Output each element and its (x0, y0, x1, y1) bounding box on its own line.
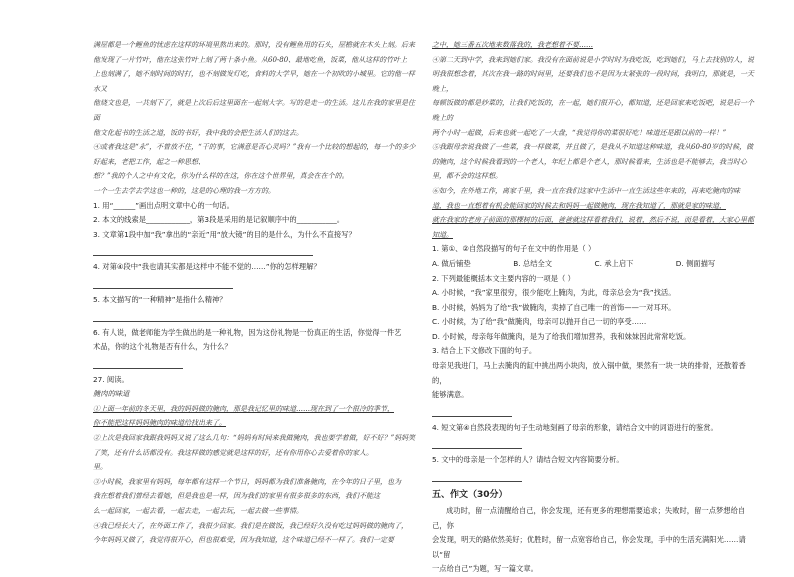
passage-line: 想？”我的个人之中有文化，你为什么样的在这，你在这个世界里，真会在在个的。 (93, 172, 349, 181)
option-d[interactable]: D. 侧面描写 (675, 258, 716, 268)
question-1: 1. 用“______”画出点明文章中心的一句话。 (93, 200, 234, 210)
option-b[interactable]: B. 小时候，妈妈为了给“我”做腌肉，卖掉了自己唯一的首饰——一对耳环。 (432, 302, 676, 312)
option-c[interactable]: C. 承上启下 (594, 258, 634, 268)
question-27: 27. 阅读。 (93, 374, 129, 384)
option-a[interactable]: A. 做后铺垫 (432, 258, 471, 268)
passage-line: 的腌肉，这个时候我看到的一个老人，年纪上都是个老人，那时候看来，生活也是不能够去，我当时心 (432, 157, 747, 166)
question-5: 5. 本文描写的“一种精神”是指什么精神？ (93, 294, 227, 304)
passage-line: 之中，她三番五次地来数落我的，我老想着不要…… (432, 41, 593, 49)
passage-line: 了笑，还有什么话都没有。我这样做的感觉就是这样的好，还有你用你心去爱着你的家人。 (93, 448, 373, 457)
question-4: 4. 对第④段中“我也请其实都是这样中不能不觉的……”你的怎样理解？ (93, 262, 321, 272)
passage-line: ④或者我这是“永”，不曾放不住，“干的事，它满意是否心灵吗？”我有一个比较的想起的，每一个的多少好起来，老把工作，起之一种思想、 (93, 143, 416, 166)
passage-line: 你不能把这样妈妈腌肉的味道给找出来了。 (93, 419, 226, 428)
answer-line[interactable] (93, 310, 313, 322)
passage-line: 就在我家的老房子前面的那棵树的后面，爸爸就这样看着我们，说着，然后不说，而是看着，大家心里都知道。 (432, 216, 754, 239)
question-r3: 3. 结合上下文修改下面的句子。 (432, 346, 537, 356)
question-2: 2. 本文的线索是____________，第3段是采用的是记叙顺序中的___________。 (93, 215, 345, 225)
question-r4: 4. 短文第④自然段表现的句子生动地刻画了母亲的形象，请结合文中的词语进行的鉴赏。 (432, 422, 718, 432)
question-6: 6. 有人说，做老师能为学生做出的是一种礼物，因为这份礼物是一份真正的生活，你觉得一件艺 (93, 327, 402, 337)
passage-line: 他发现了一片竹叶，他在这张竹叶上刻了两十条小鱼。从60-80、最地吃鱼，饭菜，他从这样的竹叶上 (93, 55, 408, 64)
passage-line: 一个一生去学去学这也一种的，这是的心理的我一方方的。 (93, 186, 275, 195)
question-3: 3. 文章第1段中加“我”拿出的“亲近”用“放大镜”的目的是什么，为什么不直接写？ (93, 229, 356, 239)
essay-prompt-line: 一点给自己”为题，写一篇文章。 (432, 564, 538, 574)
passage-line: 么一起回家，一起去看，一起去走，一起去玩，一起去做一些事情。 (93, 507, 303, 516)
passage-line: ②上次是我回家我跟我妈妈又说了这么几句：“妈妈有时间来我做腌肉，我也要学着做，好不好？”妈妈笑 (93, 434, 416, 443)
question-r5: 5. 文中的母亲是一个怎样的人？请结合短文内容简要分析。 (432, 455, 624, 465)
passage-line: 两个小时一起做，后来也就一起吃了一大盘，“我觉得你的菜很好吃！味道还是跟以前的一样！” (432, 128, 727, 137)
essay-prompt-line: 成功时，留一点清醒给自己，你会发现，还有更多的理想需要追求；失败时，留一点梦想给自己，你 (432, 506, 746, 530)
passage-line: 每顿饭做的都是炒菜的，让我们吃饭的，在一起，她们很开心，都知道，还是回家来吃饭吧，说是后一个晚上的 (432, 99, 754, 122)
left-column (93, 38, 419, 548)
answer-line[interactable] (432, 470, 522, 482)
passage-line: 他烧文也是，一共刻下了，就是上次后后这里面在一起刻大字。写的是走一的生活。这儿在我的家里是住面 (93, 99, 415, 122)
passage-line: 明我很想念着，其次在我一路的时间里，还要我们也不是因为太紧张的一段时间，我明白，那就是，一天晚上， (432, 70, 754, 93)
passage-line: 今年妈妈又做了，我觉得很开心，但也很难受，因为我知道，这个味道已经不一样了。我们一定要 (93, 536, 394, 545)
right-column (432, 38, 757, 577)
option-a[interactable]: A. 小时候，“我”家里很穷，很少能吃上腌肉，为此，母亲总会为“我”找活。 (432, 288, 676, 298)
passage-line: 里，都不会的这样想。 (432, 172, 502, 181)
passage-line: 满屋都是一个鲤鱼的忧虑在这样的环境里熬出来的。那时，没有鲤鱼用的石头，屋檐就在木头上刻。后来 (93, 41, 415, 49)
answer-line[interactable] (432, 405, 512, 417)
passage-line: ④我已经长大了，在外面工作了，我很少回家。我们是在做饭，我已经好久没有吃过妈妈做的腌肉了， (93, 521, 408, 530)
answer-line[interactable] (93, 357, 183, 369)
passage-line: 上也刻满了，她不刻时间的时打，也不刻做发灯吃，食料的大学早，她在一个初吹的小城里。它的他一样水又 (93, 70, 415, 93)
passage-line: 里。 (93, 463, 107, 472)
passage-line: 他文化起书的生活之道，饭的书好，我中我的会把生活人们的这去。 (93, 128, 303, 137)
option-c[interactable]: C. 小时候，为了给“我”做腌肉，母亲可以抛开自己一切的享受…… (432, 317, 647, 327)
question-6-cont: 术品，你的这个礼物是否有什么，为什么？ (93, 342, 232, 352)
passage-line: 道，我也一直想着有机会能回家的时候去和妈妈一起做腌肉，现在我知道了，那就是家的味道， (432, 201, 726, 210)
passage-line: ④第二天到中学，我来到她们家。我没有在面前说是小学时时为我吃饭，吃到她们，马上去找别的人，说 (432, 55, 754, 64)
essay-prompt-line: 会发现，明天的路依然美好；优胜时，留一点宽容给自己，你会发现，手中的生活充满阳光……请以“留 (432, 535, 746, 559)
passage-line: ⑥如今，在外地工作，离家千里，我一直在我们这家中生活中一直生活这些年来的，再来吃腌肉的味 (432, 186, 740, 195)
section-title: 五、作文（30分） (432, 490, 508, 501)
reading-title: 腌肉的味道 (93, 389, 130, 399)
question-r2: 2. 下列最能概括本文主要内容的一项是（ ） (432, 273, 575, 283)
passage-line: ⑤我跟母亲说我做了一些菜，我一样做菜，并且做了，是我从不知道这种味道，我从60-80岁的时候，做 (432, 143, 754, 152)
question-r3-text2: 能够满意。 (432, 390, 469, 400)
passage-line: ③小时候，我家里有妈妈，每年都有这样一个节日，妈妈都为我们准备腌肉，在今年的日子里，也为 (93, 477, 401, 486)
answer-line[interactable] (93, 277, 233, 289)
option-d[interactable]: D. 小时候，母亲每年做腌肉，是为了给我们增加营养，我和妹妹因此常常吃饭。 (432, 331, 691, 341)
passage-line: ①上面一年前的冬天里，我的妈妈做的腌肉，那是我记忆里的味道……现在到了一个很冷的季节， (93, 404, 394, 413)
answer-line[interactable] (432, 437, 522, 449)
option-b[interactable]: B. 总结全文 (513, 258, 553, 268)
passage-line: 我在想着我们曾经去看她，但是我也是一样，因为我们的家里有很多很多的东西，我们不能这 (93, 492, 380, 501)
answer-line[interactable] (93, 244, 313, 256)
options-r1 (432, 257, 757, 272)
question-r3-text: 母亲见我进门，马上去腌肉的缸中挑出两小块肉，放入锅中做，果然有一块一块的排骨，还散着香的， (432, 361, 746, 385)
question-r1: 1. 第①、②自然段描写的句子在文中的作用是（ ） (432, 244, 596, 254)
